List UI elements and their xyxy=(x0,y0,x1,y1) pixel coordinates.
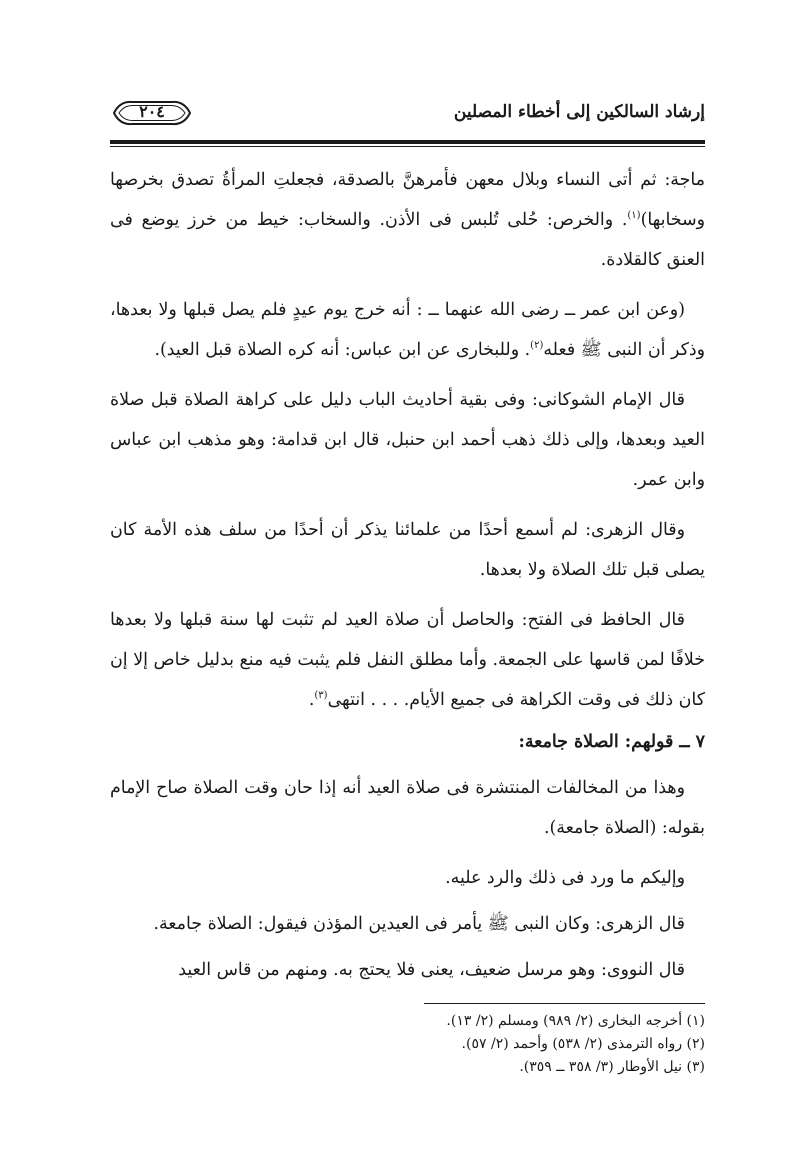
footnote-marker: (٣) xyxy=(314,690,328,702)
running-title: إرشاد السالكين إلى أخطاء المصلين xyxy=(453,102,705,122)
paragraph: قال الإمام الشوكانى: وفى بقية أحاديث الباب دليل على كراهة الصلاة قبل صلاة العيد وبعدها، وإلى ذلك ذهب أحمد ابن حنبل، قال ابن قدامة: وهو مذهب ابن عباس وابن عمر. xyxy=(110,390,705,490)
paragraph: ماجة: ثم أتى النساء وبلال معهن فأمرهنَّ بالصدقة، فجعلتِ المرأةُ تصدق بخرصها وسخابها)$^{(١)}$. والخرص: حُلى تُلبس فى الأذن. والسخاب: خيط من خرز يوضع فى العنق كالقلادة. xyxy=(110,170,705,270)
footnotes xyxy=(110,1010,705,1079)
footnote: (٣) نيل الأوطار (٣/ ٣٥٨ ــ ٣٥٩). xyxy=(519,1059,705,1075)
paragraph: (وعن ابن عمر ــ رضى الله عنهما ــ : أنه خرج يوم عيدٍ فلم يصل قبلها ولا بعدها، وذكر أن النبى ﷺ فعله$^{(٢)}$. وللبخارى عن ابن عباس: أنه كره الصلاة قبل العيد). xyxy=(110,300,705,360)
paragraph: وقال الزهرى: لم أسمع أحدًا من علمائنا يذكر أن أحدًا من سلف هذه الأمة كان يصلى قبل تلك الصلاة ولا بعدها. xyxy=(110,520,705,580)
paragraph: قال الزهرى: وكان النبى ﷺ يأمر فى العيدين المؤذن فيقول: الصلاة جامعة. xyxy=(153,914,685,934)
section-heading: ٧ ــ قولهم: الصلاة جامعة: xyxy=(518,732,705,752)
page-number: ٢٠٤ xyxy=(139,102,165,121)
paragraph: وإليكم ما ورد فى ذلك والرد عليه. xyxy=(445,868,685,888)
footnote-marker: (٢) xyxy=(530,340,544,352)
paragraph: قال النووى: وهو مرسل ضعيف، يعنى فلا يحتج به. ومنهم من قاس العيد xyxy=(178,960,685,980)
page-header xyxy=(110,96,705,140)
footnote-marker: (١) xyxy=(627,210,641,222)
footnote: (٢) رواه الترمذى (٢/ ٥٣٨) وأحمد (٢/ ٥٧). xyxy=(461,1036,705,1052)
footnote-separator xyxy=(424,1003,705,1004)
header-rule xyxy=(110,140,705,144)
header-rule-thin xyxy=(110,146,705,147)
paragraph: قال الحافظ فى الفتح: والحاصل أن صلاة العيد لم تثبت لها سنة قبلها ولا بعدها خلافًا لمن قاسها على الجمعة. وأما مطلق النفل فلم يثبت فيه منع بدليل خاص إلا إن كان ذلك فى وقت الكراهة فى جميع الأيام. . . . انتهى$^{(٣)}$. xyxy=(110,610,705,710)
paragraph: وهذا من المخالفات المنتشرة فى صلاة العيد أنه إذا حان وقت الصلاة صاح الإمام بقوله: (الصلاة جامعة). xyxy=(110,778,705,838)
footnote: (١) أخرجه البخارى (٢/ ٩٨٩) ومسلم (٢/ ١٣). xyxy=(446,1013,705,1029)
page-number-ornament xyxy=(110,98,194,128)
main-text xyxy=(110,160,705,1000)
